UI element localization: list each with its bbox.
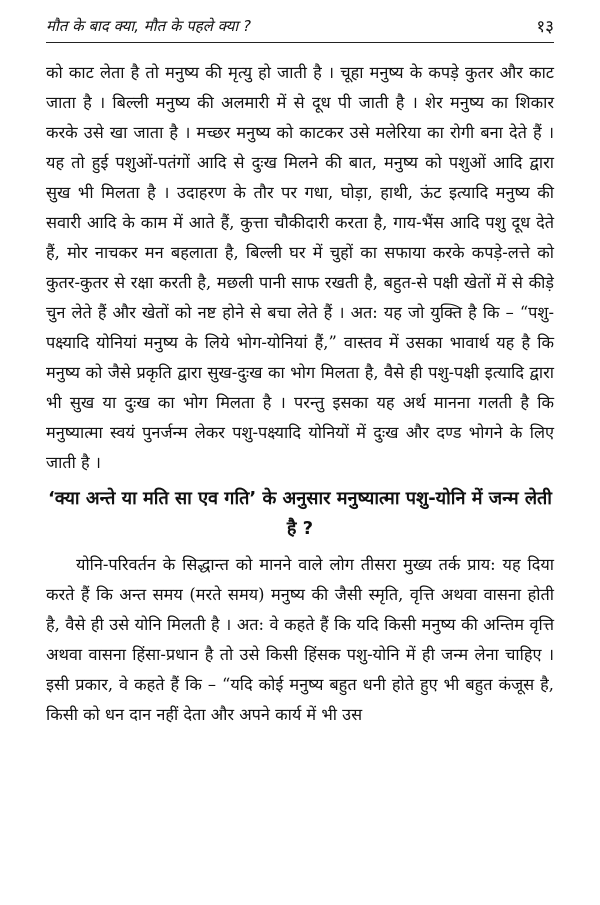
section-heading: ‘क्या अन्ते या मति सा एव गति’ के अनुसार मनुष्यात्मा पशु-योनि में जन्म लेती है ? (48, 488, 552, 539)
paragraph-2: योनि-परिवर्तन के सिद्धान्त को मानने वाले लोग तीसरा मुख्य तर्क प्राय: यह दिया करते हैं कि अन्त समय (मरते समय) मनुष्य की जैसी स्मृति, वृत्ति अथवा वासना होती है, वैसे ही उसे योनि मिलती है । अत: वे कहते हैं कि यदि किसी मनुष्य की अन्तिम वृत्ति अथवा वासना हिंसा-प्रधान है तो उसे किसी हिंसक पशु-योनि में ही जन्म लेना चाहिए । इसी प्रकार, वे कहते हैं कि – “यदि कोई मनुष्य बहुत धनी होते हुए भी बहुत कंजूस है, किसी को धन दान नहीं देता और अपने कार्य में भी उस (46, 555, 554, 724)
page-body (46, 58, 554, 730)
running-title: मौत के बाद क्या, मौत के पहले क्या ? (46, 17, 252, 35)
page-header (46, 12, 554, 43)
page-number: १३ (536, 17, 554, 37)
paragraph-1: को काट लेता है तो मनुष्य की मृत्यु हो जाती है । चूहा मनुष्य के कपड़े कुतर और काट जाता है । बिल्ली मनुष्य की अलमारी में से दूध पी जाती है । शेर मनुष्य का शिकार करके उसे खा जाता है । मच्छर मनुष्य को काटकर उसे मलेरिया का रोगी बना देते हैं । यह तो हुई पशुओं-पतंगों आदि से दुःख मिलने की बात, मनुष्य को पशुओं आदि द्वारा सुख भी मिलता है । उदाहरण के तौर पर गधा, घोड़ा, हाथी, ऊंट इत्यादि मनुष्य की सवारी आदि के काम में आते हैं, कुत्ता चौकीदारी करता है, गाय-भैंस आदि पशु दूध देते हैं, मोर नाचकर मन बहलाता है, बिल्ली घर में चुहों का सफाया करके कपड़े-लत्ते को कुतर-कुतर से रक्षा करती है, मछली पानी साफ रखती है, बहुत-से पक्षी खेतों में से कीड़े चुन लेते हैं और खेतों को नष्ट होने से बचा लेते हैं । अत: यह जो युक्ति है कि – “पशु-पक्ष्यादि योनियां मनुष्य के लिये भोग-योनियां हैं,” वास्तव में उसका भावार्थ यह है कि मनुष्य को जैसे प्रकृति द्वारा सुख-दुःख का भोग मिलता है, वैसे ही पशु-पक्षी इत्यादि द्वारा भी सुख या दुःख का भोग मिलता है । परन्तु इसका यह अर्थ मानना गलती है कि मनुष्यात्मा स्वयं पुनर्जन्म लेकर पशु-पक्ष्यादि योनियों में दुःख और दण्ड भोगने के लिए जाती है । (46, 63, 554, 472)
